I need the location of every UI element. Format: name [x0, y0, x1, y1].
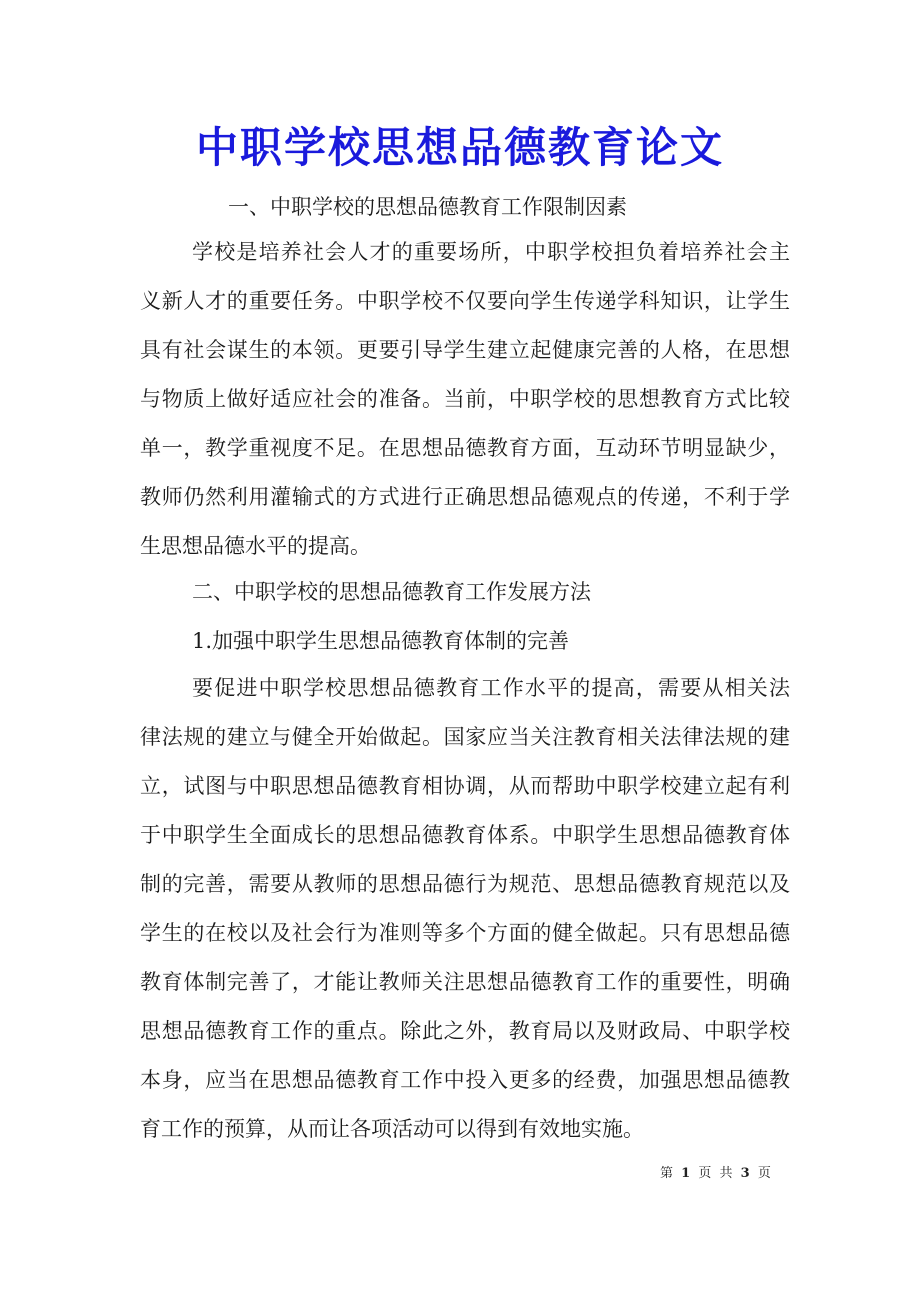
paragraph-line: 于中职学生全面成长的思想品德教育体系。中职学生思想品德教育体 [140, 823, 790, 847]
footer-suffix: 页 [757, 1166, 773, 1181]
paragraph-line: 本身，应当在思想品德教育工作中投入更多的经费，加强思想品德教 [140, 1068, 790, 1092]
paragraph-1 [140, 228, 790, 571]
paragraph-line: 学生的在校以及社会行为准则等多个方面的健全做起。只有思想品德 [140, 921, 790, 945]
section-heading-2: 二、中职学校的思想品德教育工作发展方法 [192, 580, 591, 604]
document-title: 中职学校思想品德教育论文 [195, 123, 724, 172]
paragraph-line: 制的完善，需要从教师的思想品德行为规范、思想品德教育规范以及 [140, 872, 790, 896]
paragraph-line: 立，试图与中职思想品德教育相协调，从而帮助中职学校建立起有利 [140, 774, 790, 798]
paragraph-line: 律法规的建立与健全开始做起。国家应当关注教育相关法律法规的建 [140, 725, 790, 749]
footer-prefix: 第 [660, 1166, 676, 1181]
paragraph-2 [140, 664, 790, 1154]
footer-total-pages: 3 [740, 1166, 752, 1181]
paragraph-line: 思想品德教育工作的重点。除此之外，教育局以及财政局、中职学校 [140, 1019, 790, 1043]
footer-middle: 页 共 [698, 1166, 735, 1181]
page-number-footer [660, 1162, 773, 1181]
paragraph-line: 与物质上做好适应社会的准备。当前，中职学校的思想教育方式比较 [140, 387, 790, 411]
footer-current-page: 1 [681, 1166, 693, 1181]
paragraph-line: 教师仍然利用灌输式的方式进行正确思想品德观点的传递，不利于学 [140, 485, 790, 509]
paragraph-line: 学校是培养社会人才的重要场所，中职学校担负着培养社会主 [192, 240, 790, 264]
paragraph-line: 要促进中职学校思想品德教育工作水平的提高，需要从相关法 [192, 676, 790, 700]
paragraph-line: 生思想品德水平的提高。 [140, 534, 371, 558]
paragraph-line: 单一，教学重视度不足。在思想品德教育方面，互动环节明显缺少， [140, 436, 790, 460]
paragraph-line: 育工作的预算，从而让各项活动可以得到有效地实施。 [140, 1117, 644, 1141]
paragraph-line: 具有社会谋生的本领。更要引导学生建立起健康完善的人格，在思想 [140, 338, 790, 362]
paragraph-line: 教育体制完善了，才能让教师关注思想品德教育工作的重要性，明确 [140, 970, 790, 994]
subsection-heading-1: 1.加强中职学生思想品德教育体制的完善 [192, 629, 570, 653]
paragraph-line: 义新人才的重要任务。中职学校不仅要向学生传递学科知识，让学生 [140, 289, 790, 313]
section-heading-1: 一、中职学校的思想品德教育工作限制因素 [228, 195, 627, 219]
